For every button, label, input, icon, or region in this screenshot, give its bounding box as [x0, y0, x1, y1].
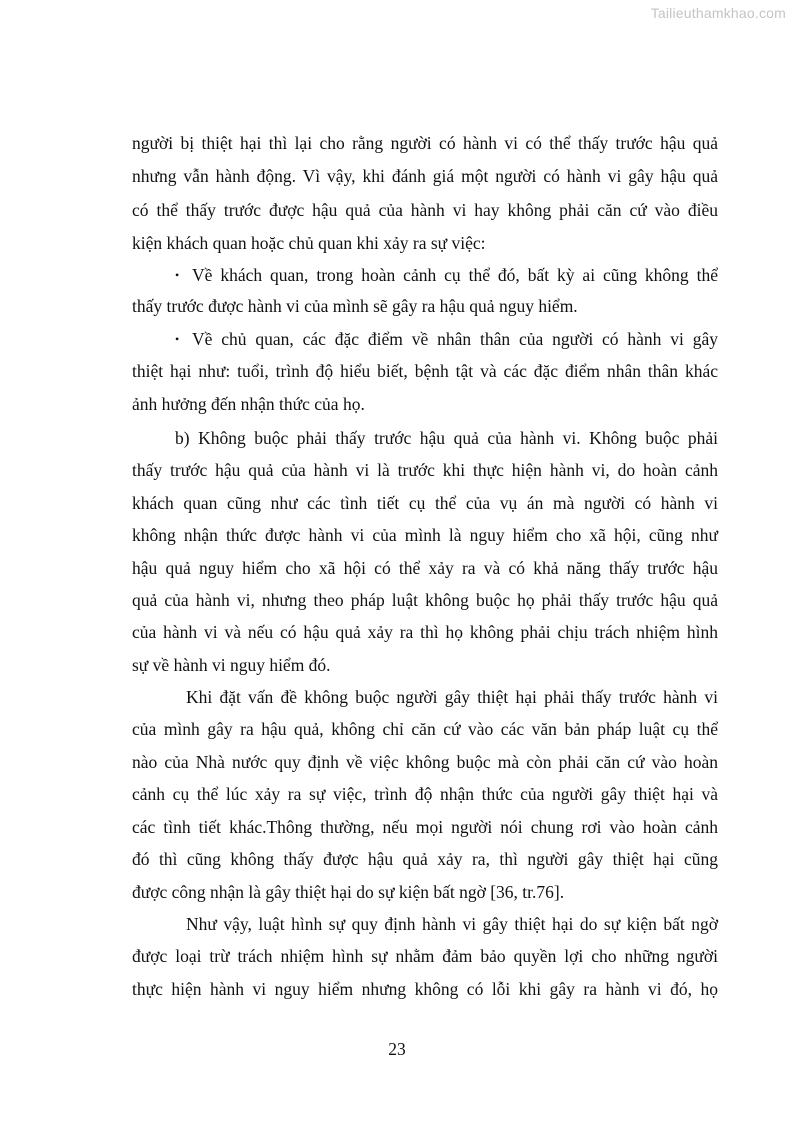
- text-line: Như vậy, luật hình sự quy định hành vi gây thiệt hại do sự kiện bất ngờ: [186, 914, 718, 934]
- section-heading-line: b) Không buộc phải thấy trước hậu quả của hành vi. Không buộc phải: [175, 428, 718, 448]
- text-line: người bị thiệt hại thì lại cho rằng người có hành vi có thể thấy trước hậu quả: [132, 133, 718, 153]
- watermark: Tailieuthamkhao.com: [650, 5, 786, 21]
- bullet-item-line: Về chủ quan, các đặc điểm về nhân thân của người có hành vi gây: [192, 329, 718, 349]
- text-line: có thể thấy trước được hậu quả của hành vi hay không phải căn cứ vào điều: [132, 200, 718, 220]
- text-line: thiệt hại như: tuổi, trình độ hiểu biết, bệnh tật và các đặc điểm nhân thân khác: [132, 361, 718, 381]
- text-line: của hành vi và nếu có hậu quả xảy ra thì họ không phải chịu trách nhiệm hình: [132, 622, 718, 642]
- text-line: cảnh cụ thể lúc xảy ra sự việc, trình độ nhận thức của người gây thiệt hại và: [132, 784, 718, 804]
- text-line: ảnh hưởng đến nhận thức của họ.: [132, 394, 365, 414]
- text-line: được loại trừ trách nhiệm hình sự nhằm đảm bảo quyền lợi cho những người: [132, 946, 718, 966]
- page-number: 23: [388, 1039, 406, 1059]
- text-line: kiện khách quan hoặc chủ quan khi xảy ra sự việc:: [132, 233, 486, 253]
- text-line: được công nhận là gây thiệt hại do sự kiện bất ngờ [36, tr.76].: [132, 882, 565, 902]
- text-line: của mình gây ra hậu quả, không chỉ căn cứ vào các văn bản pháp luật cụ thể: [132, 719, 718, 739]
- text-line: thấy trước được hành vi của mình sẽ gây ra hậu quả nguy hiểm.: [132, 296, 578, 316]
- text-line: thực hiện hành vi nguy hiểm nhưng không có lỗi khi gây ra hành vi đó, họ: [132, 979, 718, 999]
- text-line: khách quan cũng như các tình tiết cụ thể của vụ án mà người có hành vi: [132, 493, 718, 513]
- bullet-item-line: Về khách quan, trong hoàn cảnh cụ thể đó, bất kỳ ai cũng không thể: [192, 265, 718, 285]
- bullet-icon: •: [175, 332, 180, 346]
- bullet-icon: •: [175, 268, 180, 282]
- text-line: sự về hành vi nguy hiểm đó.: [132, 655, 331, 675]
- text-line: thấy trước hậu quả của hành vi là trước khi thực hiện hành vi, do hoàn cảnh: [132, 460, 718, 480]
- text-line: nào của Nhà nước quy định về việc không buộc mà còn phải căn cứ vào hoàn: [132, 752, 718, 772]
- text-line: quả của hành vi, nhưng theo pháp luật không buộc họ phải thấy trước hậu quả: [132, 590, 718, 610]
- text-line: nhưng vẫn hành động. Vì vậy, khi đánh giá một người có hành vi gây hậu quả: [132, 166, 718, 186]
- text-line: các tình tiết khác.Thông thường, nếu mọi người nói chung rơi vào hoàn cảnh: [132, 817, 718, 837]
- text-line: đó thì cũng không thấy được hậu quả xảy ra, thì người gây thiệt hại cũng: [132, 849, 718, 869]
- text-line: Khi đặt vấn đề không buộc người gây thiệt hại phải thấy trước hành vi: [186, 687, 718, 707]
- text-line: không nhận thức được hành vi của mình là nguy hiểm cho xã hội, cũng như: [132, 525, 718, 545]
- text-line: hậu quả nguy hiểm cho xã hội có thể xảy ra và có khả năng thấy trước hậu: [132, 558, 718, 578]
